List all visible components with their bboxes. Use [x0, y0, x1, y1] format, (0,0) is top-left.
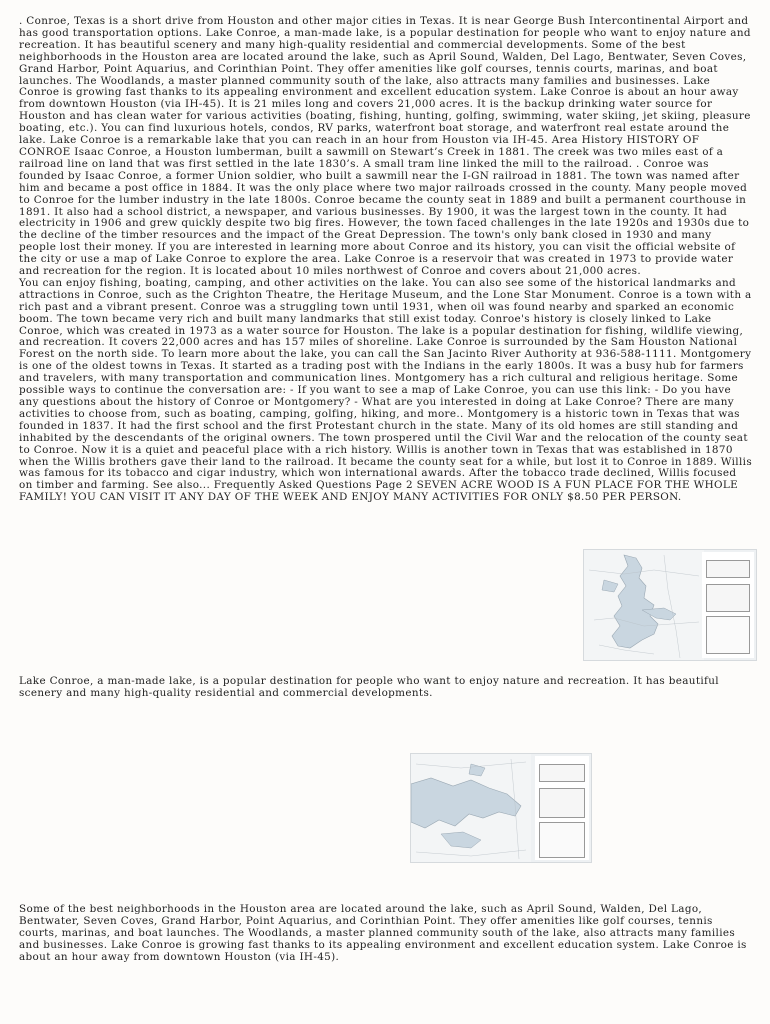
- map-notes-box: [706, 616, 750, 654]
- map-legend-panel: [535, 756, 589, 860]
- lake-conroe-map-image-1: [583, 549, 757, 661]
- lake-conroe-map-image-2: [410, 753, 592, 863]
- map-legend-box: [539, 764, 585, 782]
- map-inset-box: [706, 584, 750, 612]
- article-text-block-b: You can enjoy fishing, boating, camping, and other activities on the lake. You can also see some of the historical landmarks and attractions in Conroe, such as the Crighton Theatre, the Heritage Museum, and the Lone Star Monument. Conroe is a town with a rich past and a vibrant present. Conroe was a struggling town until 1931, when oil was found nearby and sparked an economic boom. The town became very rich and built many landmarks that still exist today. Conroe's history is closely linked to Lake Conroe, which was created in 1973 as a water source for Houston. The lake is a popular destination for fishing, wildlife viewing, and recreation. It covers 22,000 acres and has 157 miles of shoreline. Lake Conroe is surrounded by the Sam Houston National Forest on the north side. To learn more about the lake, you can call the San Jacinto River Authority at 936-588-1111. Montgomery is one of the oldest towns in Texas. It started as a trading post with the Indians in the early 1800s. It was a busy hub for farmers and travelers, with many transportation and communication lines. Montgomery has a rich cultural and religious heritage. Some possible ways to continue the conversation are: - If you want to see a map of Lake Conroe, you can use this link: - Do you have any questions about the history of Conroe or Montgomery? - What are you interested in doing at Lake Conroe? There are many activities to choose from, such as boating, camping, golfing, hiking, and more.. Montgomery is a historic town in Texas that was founded in 1837. It had the first school and the first Protestant church in the state. Many of its old homes are still standing and inhabited by the descendants of the original owners. The town prospered until the Civil War and the relocation of the county seat to Conroe. Now it is a quiet and peaceful place with a rich history. Willis is another town in Texas that was established in 1870 when the Willis brothers gave their land to the railroad. It became the county seat for a while, but lost it to Conroe in 1889. Willis was famous for its tobacco and cigar industry, which won international awards. After the tobacco trade declined, Willis focused on timber and farming. See also... Frequently Asked Questions Page 2 SEVEN ACRE WOOD IS A FUN PLACE FOR THE WHOLE FAMILY! YOU CAN VISIT IT ANY DAY OF THE WEEK AND ENJOY MANY ACTIVITIES FOR ONLY $8.50 PER PERSON.: [19, 276, 752, 504]
- article-paragraph-2: Lake Conroe, a man-made lake, is a popular destination for people who want to enjoy nature and recreation. It has beautiful scenery and many high-quality residential and commercial developments.: [19, 675, 719, 699]
- map-legend-box: [706, 560, 750, 578]
- map-legend-panel: [702, 552, 754, 658]
- article-paragraph-3: Some of the best neighborhoods in the Houston area are located around the lake, such as April Sound, Walden, Del Lago, Bentwater, Seven Coves, Grand Harbor, Point Aquarius, and Corinthian Point. They offer amenities like golf courses, tennis courts, marinas, and boat launches. The Woodlands, a master planned community south of the lake, also attracts many families and businesses. Lake Conroe is growing fast thanks to its appealing environment and excellent education system. Lake Conroe is about an hour away from downtown Houston (via IH-45).: [19, 903, 747, 963]
- article-paragraph-1: [19, 16, 752, 504]
- map-inset-box: [539, 788, 585, 818]
- map-notes-box: [539, 822, 585, 858]
- article-text-block-a: . Conroe, Texas is a short drive from Houston and other major cities in Texas. It is near George Bush Intercontinental Airport and has good transportation options. Lake Conroe, a man-made lake, is a popular destination for people who want to enjoy nature and recreation. It has beautiful scenery and many high-quality residential and commercial developments. Some of the best neighborhoods in the Houston area are located around the lake, such as April Sound, Walden, Del Lago, Bentwater, Seven Coves, Grand Harbor, Point Aquarius, and Corinthian Point. They offer amenities like golf courses, tennis courts, marinas, and boat launches. The Woodlands, a master planned community south of the lake, also attracts many families and businesses. Lake Conroe is growing fast thanks to its appealing environment and excellent education system. Lake Conroe is about an hour away from downtown Houston (via IH-45). It is 21 miles long and covers 21,000 acres. It is the backup drinking water source for Houston and has clean water for various activities (boating, fishing, hunting, golfing, swimming, water skiing, jet skiing, pleasure boating, etc.). You can find luxurious hotels, condos, RV parks, waterfront boat storage, and waterfront real estate around the lake. Lake Conroe is a remarkable lake that you can reach in an hour from Houston via IH-45. Area History HISTORY OF CONROE Isaac Conroe, a Houston lumberman, built a sawmill on Stewart’s Creek in 1881. The creek was two miles east of a railroad line on land that was first settled in the late 1830’s. A small tram line linked the mill to the railroad. . Conroe was founded by Isaac Conroe, a former Union soldier, who built a sawmill near the I-GN railroad in 1881. The town was named after him and became a post office in 1884. It was the only place where two major railroads crossed in the county. Many people moved to Conroe for the lumber industry in the late 1800s. Conroe became the county seat in 1889 and built a permanent courthouse in 1891. It also had a school district, a newspaper, and various businesses. By 1900, it was the largest town in the county. It had electricity in 1906 and grew quickly despite two big fires. However, the town faced challenges in the late 1920s and 1930s due to the decline of the timber resources and the impact of the Great Depression. The town's only bank closed in 1930 and many people lost their money. If you are interested in learning more about Conroe and its history, you can visit the official website of the city or use a map of Lake Conroe to explore the area. Lake Conroe is a reservoir that was created in 1973 to provide water and recreation for the region. It is located about 10 miles northwest of Conroe and covers about 21,000 acres.: [19, 15, 751, 278]
